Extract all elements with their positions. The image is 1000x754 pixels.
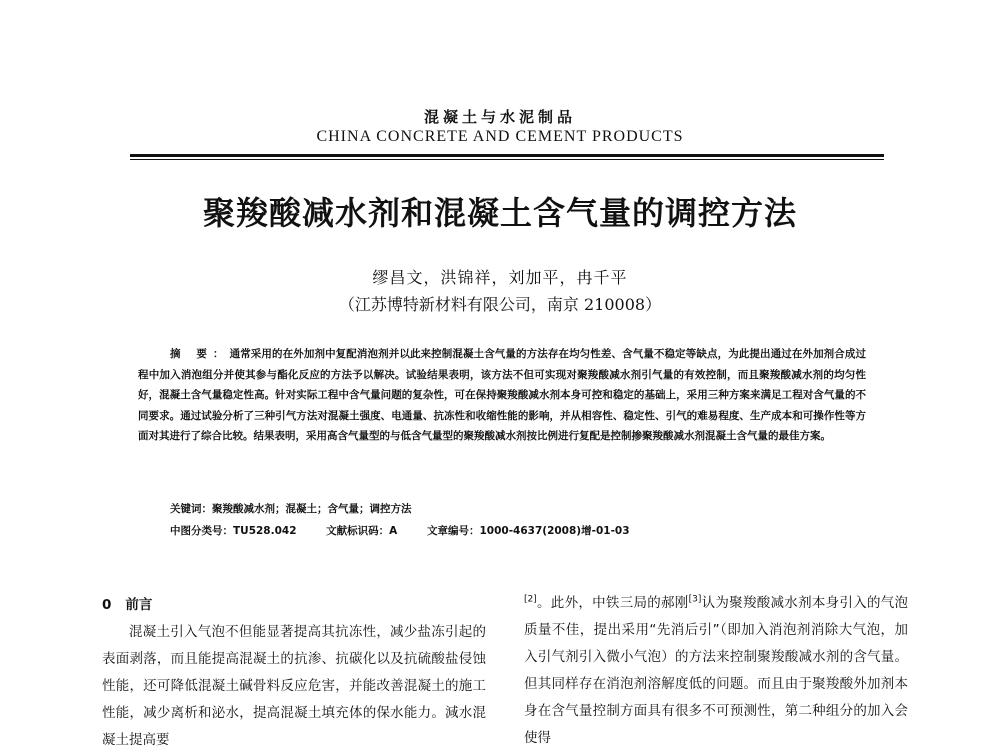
body-column-left — [102, 592, 486, 754]
citation-ref: [3] — [688, 594, 702, 605]
journal-name-en: CHINA CONCRETE AND CEMENT PRODUCTS — [316, 128, 684, 145]
header-rule-thin — [130, 159, 884, 160]
body-column-right — [524, 590, 908, 752]
body-text: 。此外，中铁三局的郝刚 — [536, 595, 689, 611]
keywords-label: 关键词： — [170, 503, 212, 515]
article-number: 文章编号：1000-4637(2008)增-01-03 — [426, 525, 630, 537]
keywords — [170, 501, 412, 516]
body-paragraph-left: 混凝土引入气泡不但能显著提高其抗冻性，减少盐冻引起的表面剥落，而且能提高混凝土的抗渗、抗碳化以及抗硫酸盐侵蚀性能，还可降低混凝土碱骨料反应危害，并能改善混凝土的施工性能，减少离析和泌水，提高混凝土填充体的保水能力。減水混凝土提高要 — [102, 624, 486, 748]
header-rule-thick — [130, 154, 884, 157]
author-list: 缪昌文，洪锦祥，刘加平，冉千平 — [372, 268, 628, 287]
paper-title: 聚羧酸减水剂和混凝土含气量的调控方法 — [202, 194, 797, 232]
journal-name-cn: 混凝土与水泥制品 — [423, 108, 576, 126]
abstract — [138, 344, 866, 447]
clc-number: 中图分类号：TU528.042 — [170, 525, 297, 537]
classification-line — [170, 523, 656, 538]
citation-ref: [2] — [524, 594, 537, 605]
abstract-text: 通常采用的在外加剂中复配消泡剂并以此来控制混凝土含气量的方法存在均匀性差、含气量不稳定等缺点，为此提出通过在外加剂合成过程中加入消泡组分并使其参与酯化反应的方法予以解决。试验结果表明，该方法不但可实现对聚羧酸减水剂引气量的有效控制，而且聚羧酸减水剂的均匀性好，混凝土含气量稳定性高。针对实际工程中含气量问题的复杂性，可在保持聚羧酸减水剂本身可控和稳定的基础上，采用三种方案来满足工程对含气量的不同要求。通过试验分析了三种引气方法对混凝土强度、电通量、抗冻性和收缩性能的影响，并从相容性、稳定性、引气的难易程度、生产成本和可操作性等方面对其进行了综合比较。结果表明，采用高含气量型的与低含气量型的聚羧酸减水剂按比例进行复配是控制掺聚羧酸减水剂混凝土含气量的最佳方案。 — [138, 348, 867, 443]
affiliation: （江苏博特新材料有限公司，南京 210008） — [338, 295, 662, 314]
keywords-text: 聚羧酸减水剂；混凝土；含气量；调控方法 — [212, 503, 412, 515]
abstract-label: 摘 要： — [170, 348, 230, 360]
section-number: 0 — [102, 597, 112, 613]
section-heading — [102, 592, 486, 619]
body-paragraph-right — [524, 590, 908, 752]
body-text: 认为聚羧酸减水剂本身引入的气泡质量不佳，提出采用“先消后引”（即加入消泡剂消除大气泡，加入引气剂引入微小气泡）的方法来控制聚羧酸减水剂的含气量。但其同样存在消泡剂溶解度低的问题。而且由于聚羧酸外加剂本身在含气量控制方面具有很多不可预测性，第二种组分的加入会使得 — [524, 595, 909, 746]
document-code: 文献标识码：A — [326, 525, 398, 537]
section-title: 前言 — [125, 597, 153, 613]
